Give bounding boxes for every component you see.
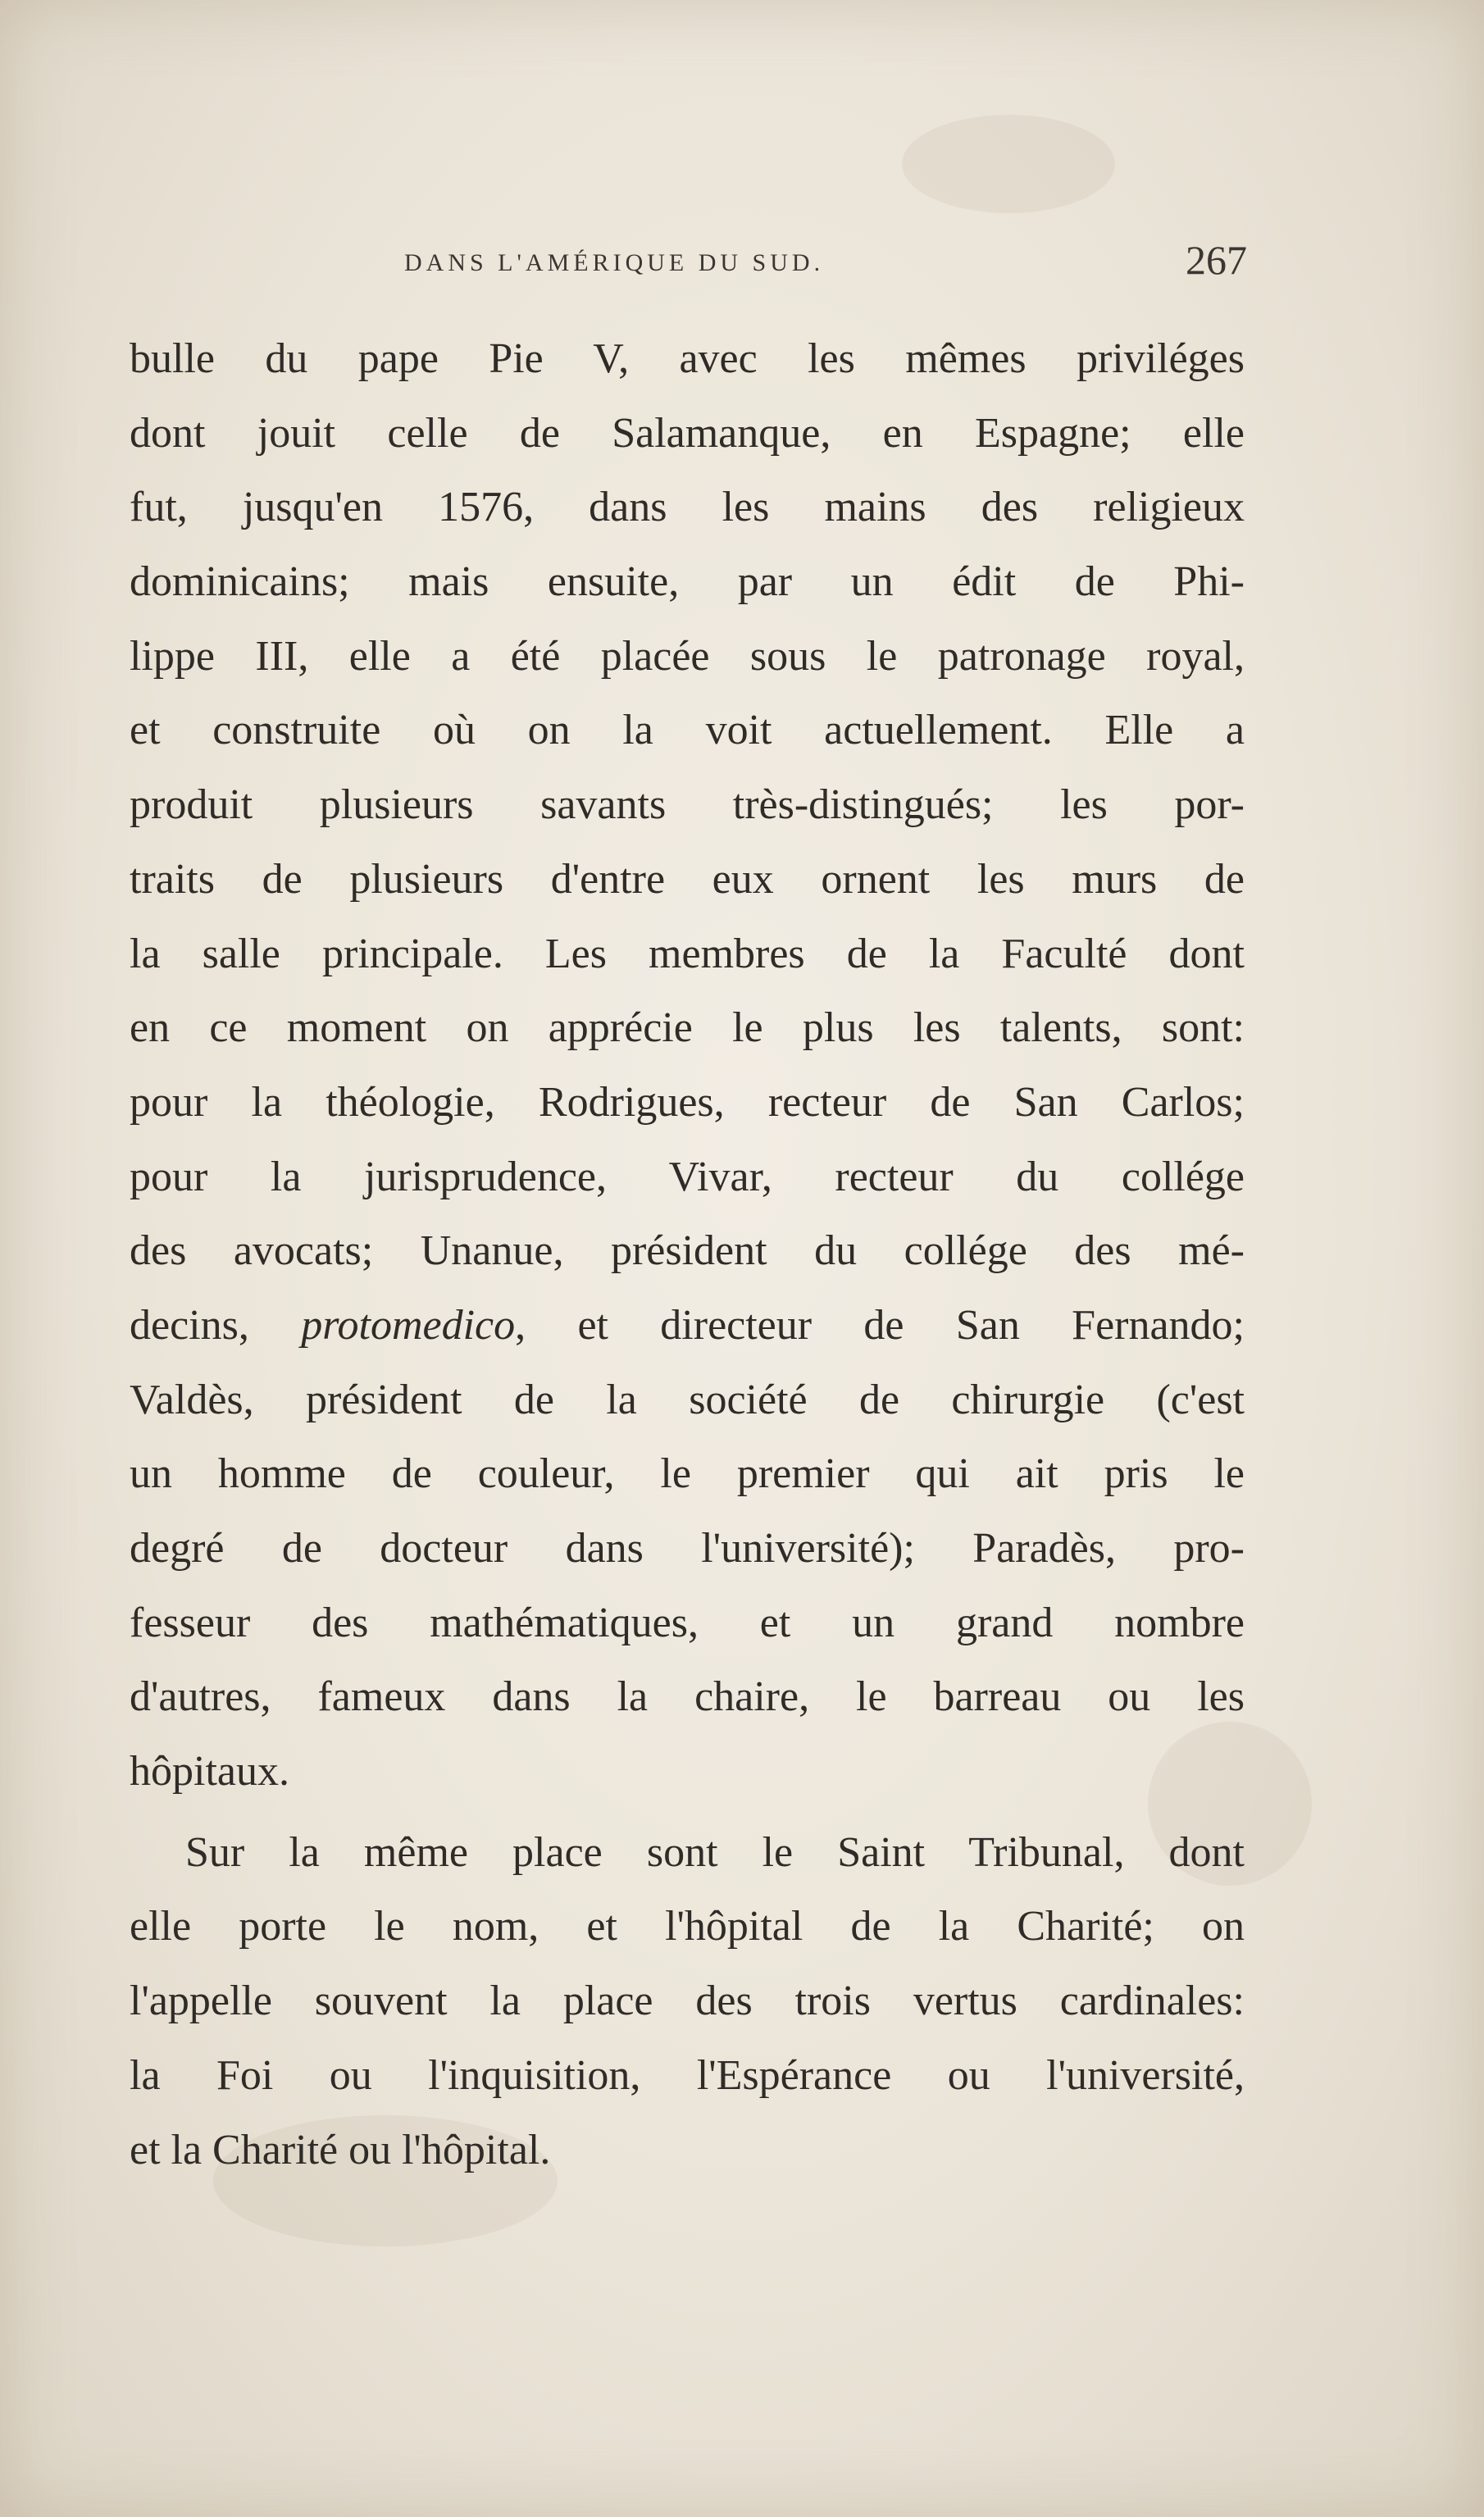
running-head: DANS L'AMÉRIQUE DU SUD.: [404, 249, 825, 276]
text-line: et construite où on la voit actuellement. Elle a: [130, 707, 1245, 754]
text-line: pour la théologie, Rodrigues, recteur de San Carlos;: [130, 1078, 1245, 1126]
paper-stain: [902, 115, 1115, 213]
text-line: des avocats; Unanue, président du collége des mé-: [130, 1227, 1245, 1275]
text-fragment: , et directeur de San Fernando;: [515, 1301, 1245, 1349]
paragraph: [130, 322, 1245, 1809]
text-line: produit plusieurs savants très-distingués; les por-: [130, 781, 1245, 829]
text-line: la salle principale. Les membres de la Faculté dont: [130, 930, 1245, 977]
text-line: pour la jurisprudence, Vivar, recteur du collége: [130, 1153, 1245, 1200]
text-line: dont jouit celle de Salamanque, en Espagne; elle: [130, 409, 1245, 457]
text-line: dominicains; mais ensuite, par un édit de Phi-: [130, 558, 1245, 606]
text-fragment: decins,: [130, 1301, 302, 1349]
text-line: bulle du pape Pie V, avec les mêmes priviléges: [130, 335, 1245, 382]
text-line: fesseur des mathématiques, et un grand nombre: [130, 1599, 1245, 1646]
text-line: en ce moment on apprécie le plus les talents, sont:: [130, 1004, 1245, 1052]
text-line: hôpitaux.: [130, 1748, 289, 1796]
paragraph: [130, 1816, 1245, 2187]
page-header: [130, 236, 1245, 294]
text-line: d'autres, fameux dans la chaire, le barreau ou les: [130, 1673, 1245, 1721]
text-line: Valdès, président de la société de chirurgie (c'est: [130, 1376, 1245, 1423]
text-line: elle porte le nom, et l'hôpital de la Charité; on: [130, 1903, 1245, 1950]
page-number: 267: [1186, 237, 1247, 283]
italic-term: protomedico: [301, 1301, 516, 1349]
text-line: [130, 1289, 1245, 1363]
text-line: fut, jusqu'en 1576, dans les mains des religieux: [130, 484, 1245, 531]
text-line: l'appelle souvent la place des trois vertus cardinales:: [130, 1978, 1245, 2025]
body-text: [130, 322, 1245, 2187]
text-line: Sur la même place sont le Saint Tribunal, dont: [185, 1828, 1245, 1876]
text-line: la Foi ou l'inquisition, l'Espérance ou l'université,: [130, 2051, 1245, 2099]
paragraph-gap: [130, 1809, 1245, 1816]
text-line: un homme de couleur, le premier qui ait pris le: [130, 1450, 1245, 1498]
text-line: lippe III, elle a été placée sous le patronage royal,: [130, 632, 1245, 680]
text-line: degré de docteur dans l'université); Paradès, pro-: [130, 1525, 1245, 1572]
text-line: et la Charité ou l'hôpital.: [130, 2126, 551, 2173]
text-line: traits de plusieurs d'entre eux ornent les murs de: [130, 855, 1245, 903]
